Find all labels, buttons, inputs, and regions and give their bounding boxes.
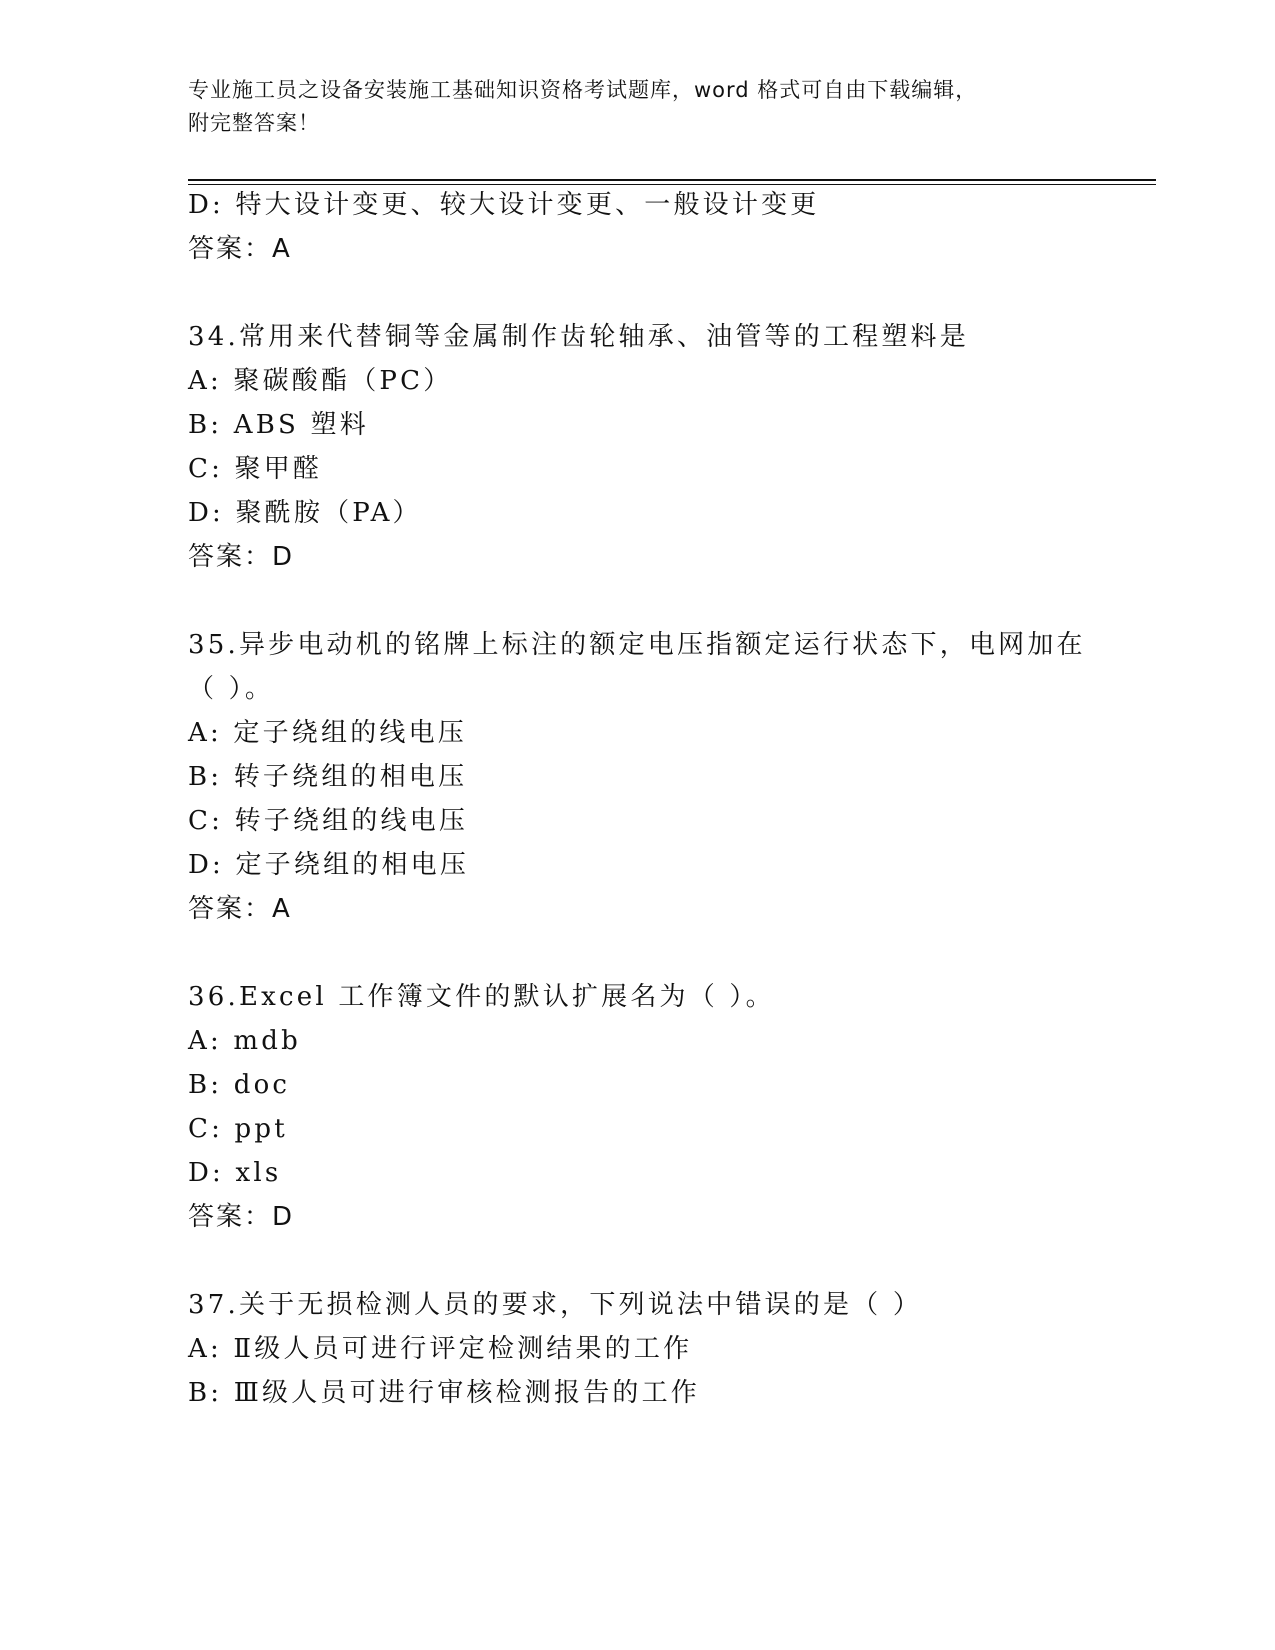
q33-answer: 答案：A (188, 234, 292, 264)
q35-answer: 答案：A (188, 894, 292, 924)
q33-option-d: D: 特大设计变更、较大设计变更、一般设计变更 (188, 190, 820, 220)
q34-option-b: B: ABS 塑料 (188, 410, 369, 440)
q34-option-d: D: 聚酰胺（PA） (188, 498, 422, 528)
q34-option-c: C: 聚甲醛 (188, 454, 323, 484)
header-line-2: 附完整答案！ (188, 111, 320, 135)
q37-stem: 37.关于无损检测人员的要求，下列说法中错误的是（ ） (188, 1290, 923, 1320)
q34-answer: 答案：D (188, 542, 295, 572)
q36-option-d: D: xls (188, 1158, 282, 1188)
header-line-1: 专业施工员之设备安装施工基础知识资格考试题库，word 格式可自由下载编辑， (188, 78, 978, 102)
q35-option-d: D: 定子绕组的相电压 (188, 850, 470, 880)
header-divider-thin (188, 184, 1156, 185)
q35-option-b: B: 转子绕组的相电压 (188, 762, 468, 792)
q35-stem-line-1: 35.异步电动机的铭牌上标注的额定电压指额定运行状态下，电网加在 (188, 630, 1086, 660)
q35-option-c: C: 转子绕组的线电压 (188, 806, 469, 836)
header-divider-thick (188, 179, 1156, 181)
q36-option-b: B: doc (188, 1070, 291, 1100)
q34-stem: 34.常用来代替铜等金属制作齿轮轴承、油管等的工程塑料是 (188, 322, 969, 352)
q36-option-c: C: ppt (188, 1114, 288, 1144)
q37-option-a: A: Ⅱ级人员可进行评定检测结果的工作 (188, 1334, 693, 1364)
document-header (188, 74, 1068, 140)
q36-answer: 答案：D (188, 1202, 295, 1232)
q36-option-a: A: mdb (188, 1026, 301, 1056)
q34-option-a: A: 聚碳酸酯（PC） (188, 366, 453, 396)
q36-stem: 36.Excel 工作簿文件的默认扩展名为（ ）。 (188, 982, 775, 1012)
q37-option-b: B: Ⅲ级人员可进行审核检测报告的工作 (188, 1378, 701, 1408)
q35-stem-line-2: （ ）。 (188, 674, 275, 704)
q35-option-a: A: 定子绕组的线电压 (188, 718, 468, 748)
